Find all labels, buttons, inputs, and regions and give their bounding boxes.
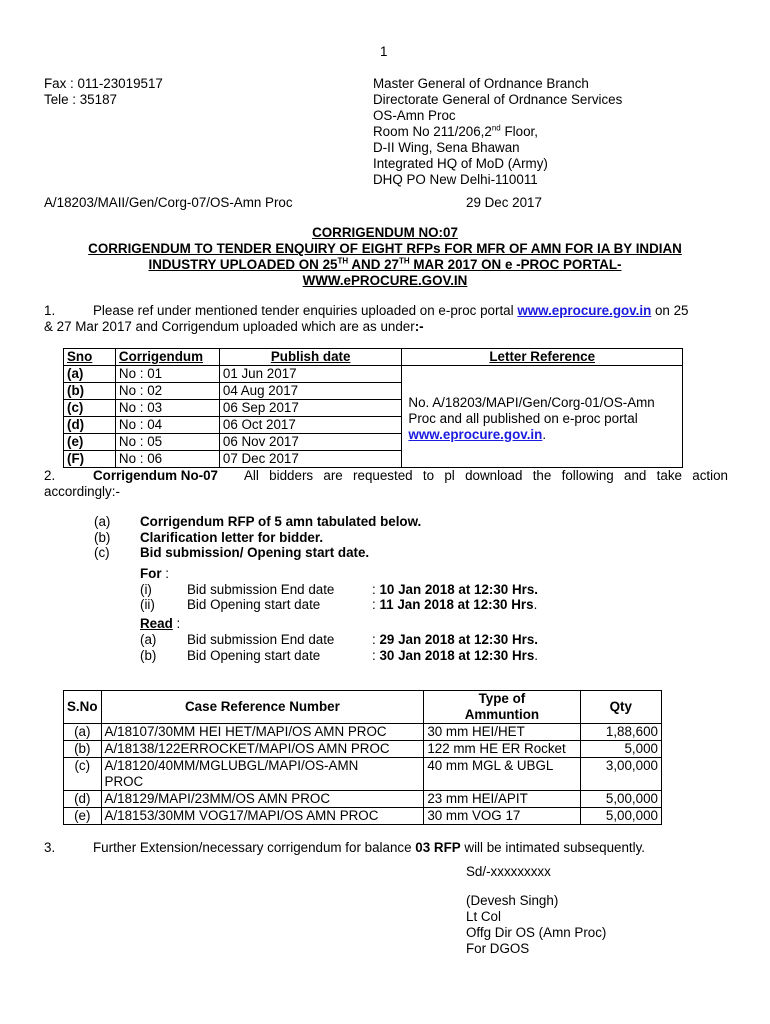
eprocure-link[interactable]: www.eprocure.gov.in (517, 303, 652, 318)
col-header-corrigendum: Corrigendum (115, 349, 219, 366)
cell-qty: 1,88,600 (580, 724, 661, 741)
page-number: 1 (380, 44, 388, 59)
cell-corrigendum: No : 01 (115, 366, 219, 383)
cell-sno: (e) (64, 434, 116, 451)
para2-item-label: (c) (94, 545, 110, 560)
for-item-label: (ii) (140, 597, 155, 612)
address-line: Room No 211/206,2nd Floor, (373, 123, 538, 139)
address-line: Directorate General of Ordnance Services (373, 92, 623, 107)
fax-number: Fax : 011-23019517 (44, 76, 163, 91)
cell-case-ref: A/18129/MAPI/23MM/OS AMN PROC (101, 791, 424, 808)
table-row (64, 791, 662, 808)
cell-publish-date: 01 Jun 2017 (219, 366, 402, 383)
tele-number: Tele : 35187 (44, 92, 117, 107)
cell-type: 23 mm HEI/APIT (424, 791, 580, 808)
para2-number: 2. (44, 468, 56, 483)
cell-publish-date: 06 Oct 2017 (219, 417, 402, 434)
corrigenda-table (63, 348, 683, 468)
cell-sno: (F) (64, 451, 116, 468)
for-item-label: (i) (140, 582, 152, 597)
heading-line: CORRIGENDUM TO TENDER ENQUIRY OF EIGHT RFPs FOR MFR OF AMN FOR IA BY INDIAN (88, 241, 682, 256)
table-row (64, 724, 662, 741)
heading-line: WWW.ePROCURE.GOV.IN (302, 273, 468, 288)
read-label: Read : (140, 616, 181, 631)
signature-sd: Sd/-xxxxxxxxx (466, 864, 551, 879)
cell-sno: (d) (64, 417, 116, 434)
cell-type: 122 mm HE ER Rocket (424, 741, 580, 758)
cell-publish-date: 07 Dec 2017 (219, 451, 402, 468)
cell-case-ref: A/18138/122ERROCKET/MAPI/OS AMN PROC (101, 741, 424, 758)
address-line: Master General of Ordnance Branch (373, 76, 589, 91)
para2-item-text: Corrigendum RFP of 5 amn tabulated below. (140, 514, 422, 529)
col-header-sno: Sno (64, 349, 116, 366)
cell-case-ref: A/18153/30MM VOG17/MAPI/OS AMN PROC (101, 808, 424, 825)
read-item-text: Bid Opening start date (187, 648, 321, 663)
col-header-qty: Qty (580, 691, 661, 724)
para2-item-label: (b) (94, 530, 111, 545)
cell-sno: (b) (64, 383, 116, 400)
para2-title: Corrigendum No-07 (93, 468, 218, 483)
signatory-rank: Lt Col (466, 909, 501, 924)
para3-number: 3. (44, 840, 56, 855)
cell-letter-reference: No. A/18203/MAPI/Gen/Corg-01/OS-Amn Proc and all published on e-proc portal www.eprocure.gov.in. (402, 366, 683, 468)
read-item-value: : 30 Jan 2018 at 12:30 Hrs. (372, 648, 539, 663)
document-heading (30, 225, 740, 289)
table-header-row (64, 691, 662, 724)
eprocure-link[interactable]: www.eprocure.gov.in (408, 426, 543, 442)
table-header-row (64, 349, 683, 366)
rfp-table (63, 690, 662, 825)
cell-type: 30 mm HEI/HET (424, 724, 580, 741)
cell-publish-date: 06 Nov 2017 (219, 434, 402, 451)
address-line: D-II Wing, Sena Bhawan (373, 140, 520, 155)
for-item-text: Bid Opening start date (187, 597, 321, 612)
cell-corrigendum: No : 06 (115, 451, 219, 468)
cell-publish-date: 04 Aug 2017 (219, 383, 402, 400)
address-block (373, 76, 622, 188)
for-item-value: : 11 Jan 2018 at 12:30 Hrs. (372, 597, 538, 612)
col-header-type: Type of Ammuntion (424, 691, 580, 724)
para2-line2: accordingly:- (44, 484, 120, 499)
para1-line2: & 27 Mar 2017 and Corrigendum uploaded which are as under:- (44, 319, 424, 334)
table-row (64, 758, 662, 791)
cell-case-ref: A/18120/40MM/MGLUBGL/MAPI/OS-AMN PROC (101, 758, 424, 791)
cell-corrigendum: No : 02 (115, 383, 219, 400)
signatory-office: Offg Dir OS (Amn Proc) (466, 925, 607, 940)
address-line: OS-Amn Proc (373, 108, 456, 123)
cell-type: 40 mm MGL & UBGL (424, 758, 580, 791)
col-header-case-ref: Case Reference Number (101, 691, 424, 724)
table-row (64, 366, 683, 383)
cell-sno: (c) (64, 758, 102, 791)
reference-number: A/18203/MAII/Gen/Corg-07/OS-Amn Proc (44, 195, 293, 210)
read-item-text: Bid submission End date (187, 632, 335, 647)
table-row (64, 741, 662, 758)
for-label: For : (140, 566, 170, 581)
table-row (64, 808, 662, 825)
cell-sno: (d) (64, 791, 102, 808)
read-item-value: : 29 Jan 2018 at 12:30 Hrs. (372, 632, 539, 647)
cell-type: 30 mm VOG 17 (424, 808, 580, 825)
address-line: DHQ PO New Delhi-110011 (373, 172, 538, 187)
read-item-label: (b) (140, 648, 157, 663)
para2-item-label: (a) (94, 514, 111, 529)
cell-corrigendum: No : 03 (115, 400, 219, 417)
para1-number: 1. (44, 303, 56, 318)
for-item-text: Bid submission End date (187, 582, 335, 597)
heading-line: CORRIGENDUM NO:07 (312, 225, 458, 240)
para3-text: Further Extension/necessary corrigendum for balance 03 RFP will be intimated subsequently. (93, 840, 646, 855)
para2-text: All bidders are requested to pl download the following and take action (244, 468, 728, 483)
cell-corrigendum: No : 04 (115, 417, 219, 434)
col-header-letter-ref: Letter Reference (402, 349, 683, 366)
cell-qty: 3,00,000 (580, 758, 661, 791)
cell-qty: 5,00,000 (580, 791, 661, 808)
para1-text: Please ref under mentioned tender enquiries uploaded on e-proc portal www.eprocure.gov.in on 25 (93, 303, 689, 318)
read-item-label: (a) (140, 632, 157, 647)
cell-qty: 5,00,000 (580, 808, 661, 825)
cell-sno: (e) (64, 808, 102, 825)
cell-sno: (a) (64, 724, 102, 741)
cell-case-ref: A/18107/30MM HEI HET/MAPI/OS AMN PROC (101, 724, 424, 741)
cell-publish-date: 06 Sep 2017 (219, 400, 402, 417)
col-header-sno: S.No (64, 691, 102, 724)
address-line: Integrated HQ of MoD (Army) (373, 156, 548, 171)
signatory-for: For DGOS (466, 941, 530, 956)
letter-date: 29 Dec 2017 (466, 195, 542, 210)
heading-line: INDUSTRY UPLOADED ON 25TH AND 27TH MAR 2017 ON e -PROC PORTAL- (148, 256, 622, 272)
signature-block (466, 864, 606, 957)
signatory-name: (Devesh Singh) (466, 893, 559, 908)
cell-qty: 5,000 (580, 741, 661, 758)
col-header-publish-date: Publish date (219, 349, 402, 366)
para2-item-text: Bid submission/ Opening start date. (140, 545, 370, 560)
cell-sno: (a) (64, 366, 116, 383)
cell-corrigendum: No : 05 (115, 434, 219, 451)
for-item-value: : 10 Jan 2018 at 12:30 Hrs. (372, 582, 539, 597)
cell-sno: (b) (64, 741, 102, 758)
cell-sno: (c) (64, 400, 116, 417)
para2-item-text: Clarification letter for bidder. (140, 530, 324, 545)
